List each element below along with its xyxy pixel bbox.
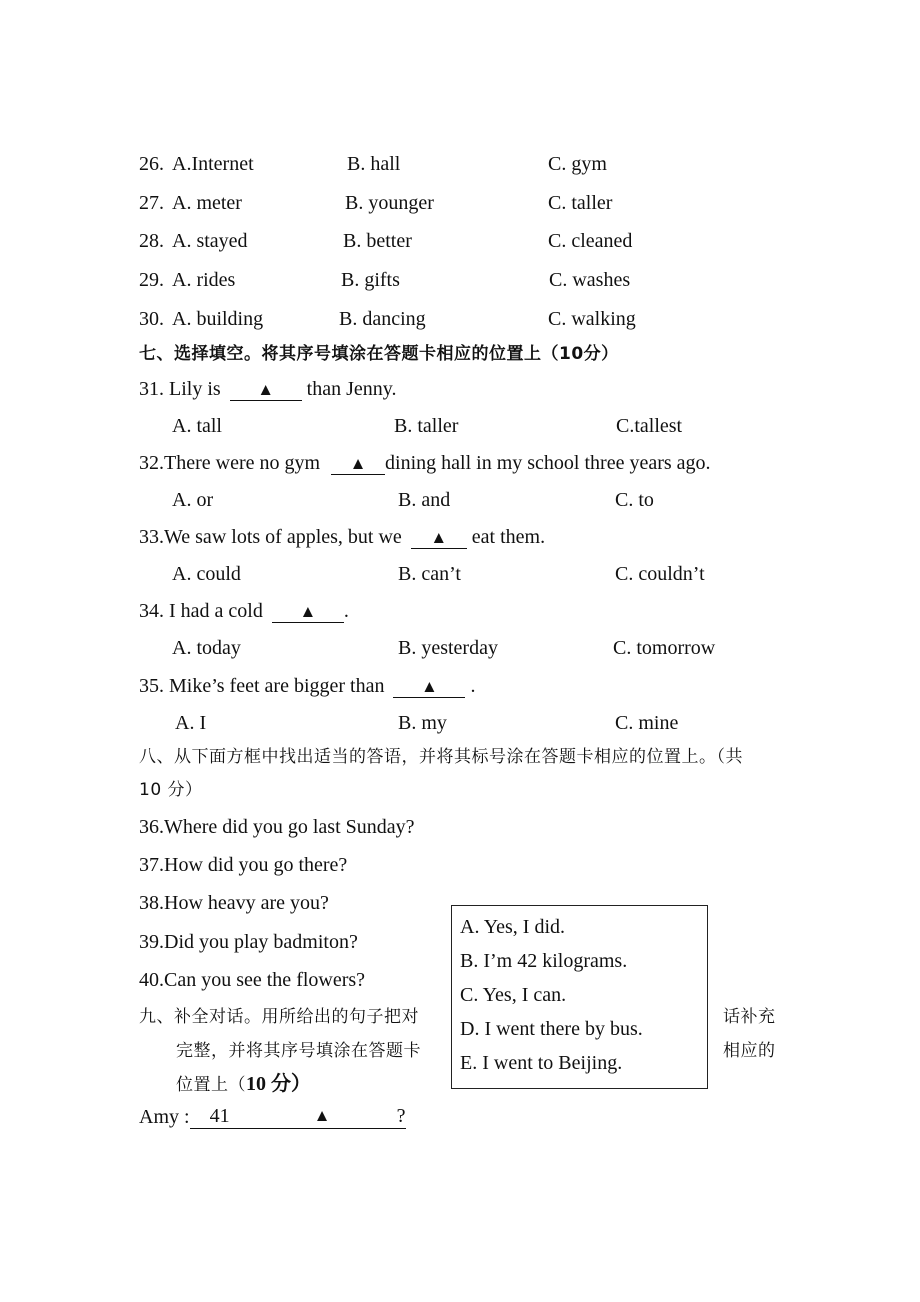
answer-blank-41-number: 41 [209,1105,230,1127]
q32-option-b: B. and [398,489,451,511]
section-9-heading-right-line2: 相应的 [723,1041,776,1061]
item-27-option-b: B. younger [345,192,434,214]
section-9-heading-right: 话补充 [723,1007,776,1027]
item-28-option-b: B. better [343,230,412,252]
item-29-option-a: A. rides [172,269,236,291]
dialogue-line-amy [139,1105,406,1129]
question-34-text: 34. I had a cold [139,600,268,622]
question-33-text: 33.We saw lots of apples, but we [139,526,407,548]
answer-blank-32: ▲ [331,454,385,475]
question-40: 40.Can you see the flowers? [139,969,366,991]
item-26-option-a: A.Internet [172,153,254,175]
q34-option-a: A. today [172,637,241,659]
item-28-option-a: A. stayed [172,230,248,252]
question-39: 39.Did you play badmiton? [139,931,358,953]
answer-choice-a: A. Yes, I did. [460,916,566,938]
question-35 [139,674,475,698]
question-35-text-end: . [465,675,476,697]
item-29-option-c: C. washes [549,269,631,291]
question-33 [139,525,545,549]
answer-blank-41 [190,1106,406,1129]
item-28-option-c: C. cleaned [548,230,633,252]
answer-choice-c: C. Yes, I can. [460,984,567,1006]
section-9-score: 10 分） [246,1073,311,1095]
question-37: 37.How did you go there? [139,854,348,876]
section-9-heading: 九、补全对话。用所给出的句子把对 [139,1007,419,1027]
q33-option-c: C. couldn’t [615,563,705,585]
question-34-text-end: . [343,600,349,622]
item-27-number: 27. [139,192,164,214]
q33-option-a: A. could [172,563,241,585]
question-38: 38.How heavy are you? [139,892,329,914]
item-30-number: 30. [139,308,164,330]
q35-option-a: A. I [175,712,207,734]
item-26-option-c: C. gym [548,153,607,175]
q33-option-b: B. can’t [398,563,461,585]
answer-choice-d: D. I went there by bus. [460,1018,643,1040]
answer-blank-41-mark: ▲ [313,1106,331,1125]
question-32-text: 32.There were no gym [139,452,326,474]
section-8-heading-cont: 10 分） [139,780,203,800]
question-32 [139,451,711,475]
section-8-heading: 八、从下面方框中找出适当的答语，并将其标号涂在答题卡相应的位置上。（共 [139,747,743,767]
question-36: 36.Where did you go last Sunday? [139,816,415,838]
item-29-option-b: B. gifts [341,269,400,291]
section-9-heading-line2: 完整，并将其序号填涂在答题卡 [176,1041,421,1061]
q34-option-b: B. yesterday [398,637,498,659]
answer-blank-35: ▲ [393,677,465,698]
item-26-option-b: B. hall [347,153,401,175]
item-26-number: 26. [139,153,164,175]
q35-option-b: B. my [398,712,447,734]
item-27-option-c: C. taller [548,192,613,214]
answer-blank-31: ▲ [230,380,302,401]
item-28-number: 28. [139,230,164,252]
q34-option-c: C. tomorrow [613,637,716,659]
item-27-option-a: A. meter [172,192,242,214]
section-7-heading: 七、选择填空。将其序号填涂在答题卡相应的位置上（10分） [139,344,619,364]
answer-choice-b: B. I’m 42 kilograms. [460,950,628,972]
question-32-text-end: dining hall in my school three years ago. [385,452,711,474]
answer-blank-34: ▲ [272,602,344,623]
q32-option-a: A. or [172,489,214,511]
question-34 [139,599,349,623]
q32-option-c: C. to [615,489,654,511]
question-31 [139,377,396,401]
question-33-text-end: eat them. [466,526,546,548]
answer-blank-41-end: ? [396,1105,406,1127]
item-30-option-a: A. building [172,308,264,330]
question-35-text: 35. Mike’s feet are bigger than [139,675,390,697]
q35-option-c: C. mine [615,712,679,734]
item-30-option-c: C. walking [548,308,636,330]
question-31-text: 31. Lily is [139,378,226,400]
answer-choice-e: E. I went to Beijing. [460,1052,623,1074]
answer-blank-33: ▲ [411,528,467,549]
q31-option-c: C.tallest [616,415,683,437]
section-9-heading-line3 [176,1072,311,1097]
q31-option-b: B. taller [394,415,459,437]
question-31-text-end: than Jenny. [301,378,397,400]
item-29-number: 29. [139,269,164,291]
q31-option-a: A. tall [172,415,222,437]
item-30-option-b: B. dancing [339,308,426,330]
speaker-amy: Amy : [139,1106,190,1128]
section-9-heading-text: 位置上（ [176,1075,246,1095]
